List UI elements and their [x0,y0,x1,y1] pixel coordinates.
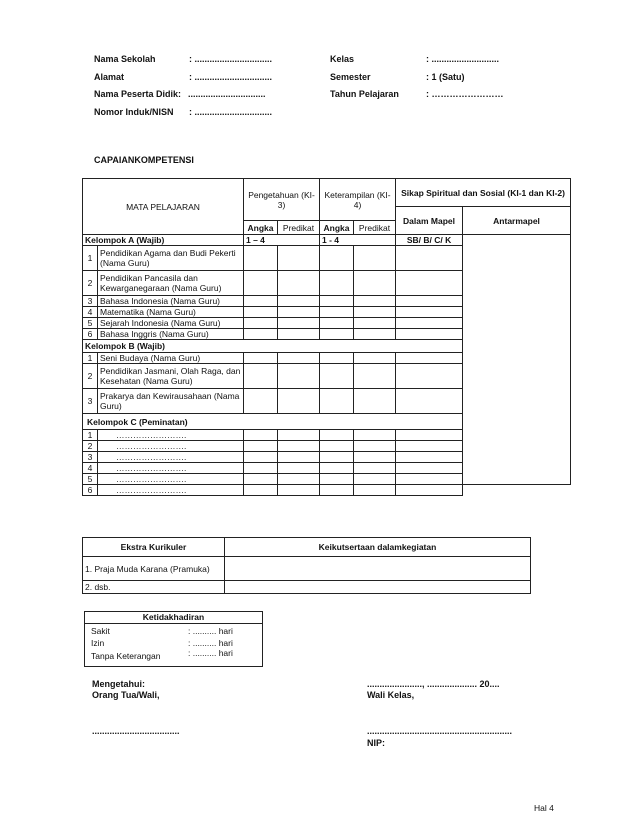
section-title: CAPAIANKOMPETENSI [94,155,194,165]
nama-sekolah-value: : ............................... [189,54,273,64]
nama-peserta-label: Nama Peserta Didik: [94,89,182,99]
antarmapel-cell [463,235,571,485]
table-row: 1 ……………………. [83,430,571,441]
angka-header-k4: Angka [320,221,354,235]
table-row: 4 Matematika (Nama Guru) [83,307,571,318]
table-row: 2 ……………………. [83,441,571,452]
mapel-header: MATA PELAJARAN [83,179,244,235]
table-row: 1. Praja Muda Karana (Pramuka) [83,557,531,581]
table-row: 4 ……………………. [83,463,571,474]
nama-sekolah-label: Nama Sekolah [94,54,156,64]
orang-tua-label: Orang Tua/Wali, [92,690,160,700]
table-row: 5 ……………………. [83,474,571,485]
table-row: 1 Seni Budaya (Nama Guru) [83,353,571,364]
predikat-header-k4: Predikat [354,221,396,235]
page-number: Hal 4 [534,803,554,813]
semester-value: : 1 (Satu) [426,72,465,82]
ekstra-header-right: Keikutsertaan dalamkegiatan [225,538,531,557]
keterampilan-header: Keterampilan (KI-4) [320,179,396,221]
kelompok-b-label: Kelompok B (Wajib) [83,340,463,353]
sakit-label: Sakit [91,626,110,636]
range-keterampilan: 1 - 4 [320,235,396,246]
alamat-value: : ............................... [189,72,273,82]
sikap-header: Sikap Spiritual dan Sosial (KI-1 dan KI-2) [396,179,571,207]
table-row: 2 Pendidikan Jasmani, Olah Raga, dan Kesehatan (Nama Guru) [83,364,571,389]
nomor-label: Nomor Induk/NISN [94,107,174,117]
tanpa-keterangan-value: : .......... hari [188,648,233,658]
pengetahuan-header: Pengetahuan (KI-3) [244,179,320,221]
tahun-label: Tahun Pelajaran [330,89,399,99]
mengetahui-label: Mengetahui: [92,679,145,689]
kelas-value: : ........................... [426,54,500,64]
tanpa-keterangan-label: Tanpa Keterangan [91,651,161,661]
kelompok-a-label: Kelompok A (Wajib) [83,235,244,246]
table-row: 3 ……………………. [83,452,571,463]
wali-kelas-signature-line: .......................................................... [367,726,513,736]
table-row: 2. dsb. [83,581,531,594]
nomor-value: : ............................... [189,107,273,117]
kelompok-c-label: Kelompok C (Peminatan) [83,414,463,430]
wali-kelas-label: Wali Kelas, [367,690,415,700]
table-row: 6 Bahasa Inggris (Nama Guru) [83,329,571,340]
antarmapel-header: Antarmapel [463,207,571,235]
table-row: 2 Pendidikan Pancasila dan Kewarganegaraan (Nama Guru) [83,271,571,296]
ekstra-header-left: Ekstra Kurikuler [83,538,225,557]
table-row: 1 Pendidikan Agama dan Budi Pekerti (Nama Guru) [83,246,571,271]
nama-peserta-value: ............................... [188,89,266,99]
competency-table [82,178,571,496]
nip-label: NIP: [367,738,385,748]
izin-label: Izin [91,638,105,648]
kehadiran-title: Ketidakhadiran [85,612,262,624]
range-pengetahuan: 1 – 4 [244,235,320,246]
semester-label: Semester [330,72,371,82]
sakit-value: : .......... hari [188,626,233,636]
tahun-value: : …………………… [426,89,504,99]
table-row: 3 Prakarya dan Kewirausahaan (Nama Guru) [83,389,571,414]
alamat-label: Alamat [94,72,125,82]
range-sikap: SB/ B/ C/ K [396,235,463,246]
predikat-header-k3: Predikat [278,221,320,235]
table-row: 3 Bahasa Indonesia (Nama Guru) [83,296,571,307]
kelas-label: Kelas [330,54,355,64]
table-row: 6 ……………………. [83,485,571,496]
ekstra-table [82,537,531,594]
izin-value: : .......... hari [188,638,233,648]
dalam-mapel-header: Dalam Mapel [396,207,463,235]
table-row: 5 Sejarah Indonesia (Nama Guru) [83,318,571,329]
date-line: ......................, .................... 20.... [367,679,500,689]
orang-tua-signature-line: ................................... [92,726,180,736]
angka-header-k3: Angka [244,221,278,235]
kehadiran-box [84,611,263,667]
